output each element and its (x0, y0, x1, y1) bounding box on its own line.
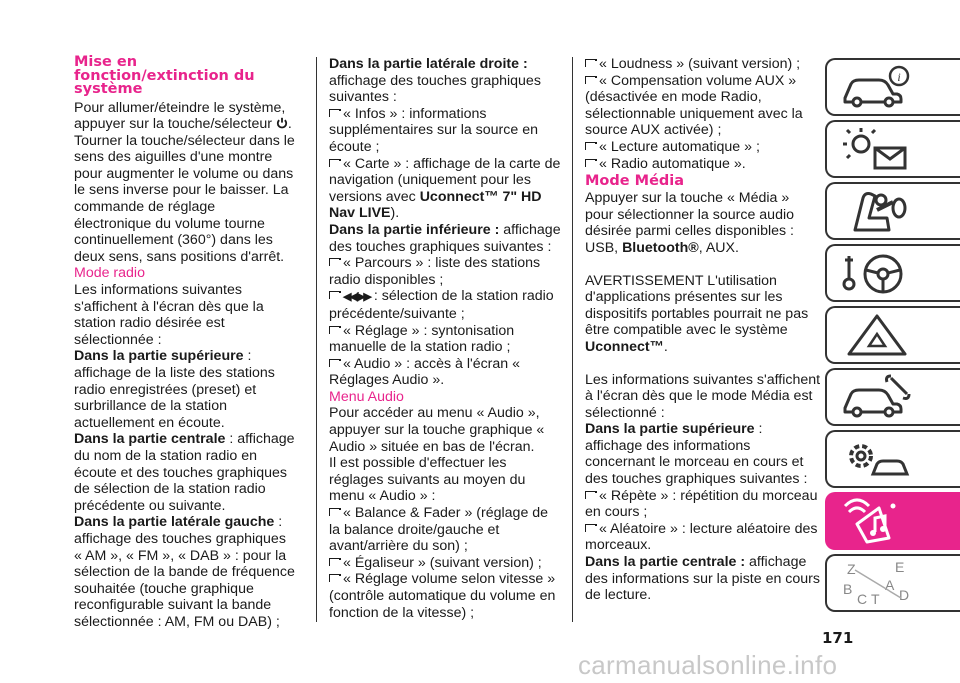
warning-triangle-icon (841, 312, 913, 358)
list-item: « Radio automatique ». (585, 156, 821, 173)
list-item: « Égaliseur » (suivant version) ; (329, 555, 561, 572)
seat-airbag-icon (841, 188, 913, 234)
seek-icons: ◀◀/▶▶ (343, 291, 370, 304)
bullet-icon (585, 524, 595, 532)
index-letter: D (899, 587, 910, 603)
list-item: « Loudness » (suivant version) ; (585, 56, 821, 73)
paragraph-volume: Tourner la touche/sélecteur dans le sens des aiguilles d'une montre pour augmenter le volume ou dans le sens inverse pour le baisser. La commande de réglage électronique du volume tourne continuellement (360°) dans les deux sens, sans positions d'arrêt. (74, 132, 295, 265)
tab-driving[interactable] (825, 244, 960, 302)
power-icon (276, 117, 288, 129)
bullet-icon (585, 159, 595, 167)
spacer (585, 257, 821, 273)
index-letter: T (871, 591, 880, 606)
bullet-icon (585, 59, 595, 67)
list-item: « Audio » : accès à l'écran « Réglages Audio ». (329, 355, 521, 389)
bullet-icon (329, 159, 339, 167)
bullet-icon (329, 508, 339, 516)
bullet-icon (329, 359, 339, 367)
subsection-title-menu-audio: Menu Audio (329, 388, 404, 405)
paragraph-radio-center: Dans la partie centrale : affichage du nom de la station radio en écoute et des touches graphiques de sélection de la station radio précédente ou suivante. (74, 431, 295, 514)
car-info-icon (841, 64, 913, 110)
section-title-power: Mise en fonction/extinction du système (74, 54, 255, 97)
tab-multimedia[interactable] (825, 492, 960, 550)
paragraph-media-center: Dans la partie centrale : affichage des informations sur la piste en cours de lecture. (585, 554, 820, 604)
spacer (585, 356, 821, 372)
list-item: « Carte » : affichage de la carte de navigation (uniquement pour les versions avec Uconnect™ 7" HD Nav LIVE). (329, 155, 561, 222)
list-item: « Parcours » : liste des stations radio disponibles ; (329, 255, 541, 288)
paragraph-media-source: Appuyer sur la touche « Média » pour sélectionner la source audio désirée parmi celles disponibles : USB, Bluetooth®, AUX. (585, 190, 795, 256)
bullet-icon (329, 326, 339, 334)
bullet-icon (585, 76, 595, 84)
list-item: « Réglage » : syntonisation manuelle de la station radio ; (329, 322, 515, 356)
bullet-icon (329, 109, 339, 117)
bullet-icon (329, 258, 339, 266)
tab-technical-data[interactable] (825, 430, 960, 488)
gear-car-icon (841, 436, 913, 482)
lights-envelope-icon (841, 126, 913, 172)
multimedia-icon (841, 498, 913, 544)
list-item: « Infos » : informations supplémentaires sur la source en écoute ; (329, 105, 538, 155)
bullet-icon (585, 142, 595, 150)
list-item: ◀◀/▶▶ : sélection de la station radio précédente/suivante ; (329, 288, 554, 322)
tab-vehicle-info[interactable] (825, 58, 960, 116)
paragraph-media-top: Dans la partie supérieure : affichage des informations concernant le morceau en cours et des touches graphiques suivantes : (585, 421, 808, 488)
paragraph-radio-right: Dans la partie latérale droite : affichage des touches graphiques suivantes : (329, 56, 541, 106)
bullet-icon (329, 574, 339, 582)
column-3 (585, 56, 821, 604)
paragraph-menu-access: Pour accéder au menu « Audio », appuyer sur la touche graphique « Audio » située en bas de l'écran. (329, 405, 545, 455)
paragraph-menu-settings: Il est possible d'effectuer les réglages suivants au moyen du menu « Audio » : (329, 455, 526, 505)
bullet-icon (585, 491, 595, 499)
paragraph-power: Pour allumer/éteindre le système, appuyer sur la touche/sélecteur . (74, 99, 292, 133)
steering-wheel-icon (841, 250, 913, 296)
tab-lights-warnings[interactable] (825, 120, 960, 178)
column-1 (74, 56, 296, 631)
list-item: « Compensation volume AUX » (désactivée en mode Radio, sélectionnable uniquement avec la source AUX activée) ; (585, 72, 803, 139)
paragraph-radio-left: Dans la partie latérale gauche : affichage des touches graphiques « AM », « FM », « DAB » : pour la sélection de la bande de fréquence souhaitée (touche graphique reconfigurable suivant la bande sélectionnée : AM, FM ou DAB) ; (74, 514, 295, 630)
paragraph-radio-info: Les informations suivantes s'affichent à l'écran dès que la station radio désirée est sélectionnée : (74, 282, 264, 348)
list-item: « Lecture automatique » ; (585, 139, 821, 156)
paragraph-radio-bottom: Dans la partie inférieure : affichage des touches graphiques suivantes : (329, 221, 561, 255)
car-wrench-icon (841, 374, 913, 420)
subsection-title-radio: Mode radio (74, 265, 145, 282)
list-item: « Répète » : répétition du morceau en cours ; (585, 487, 818, 521)
tab-emergency[interactable] (825, 306, 960, 364)
paragraph-warning: AVERTISSEMENT L'utilisation d'applications présentes sur les dispositifs portables pourrait ne pas être compatible avec le système Uconnect™. (585, 272, 809, 355)
list-item: « Réglage volume selon vitesse » (contrôle automatique du volume en fonction de la vitesse) ; (329, 571, 556, 621)
index-letter: B (843, 581, 853, 597)
tab-index[interactable] (825, 554, 960, 612)
index-letter: Z (847, 561, 856, 577)
watermark: carmanualsonline.info (578, 650, 838, 680)
index-letter: C (857, 591, 868, 606)
bullet-icon (329, 291, 339, 299)
bullet-icon (329, 558, 339, 566)
tab-maintenance[interactable] (825, 368, 960, 426)
column-divider (316, 57, 317, 622)
paragraph-media-info: Les informations suivantes s'affichent à l'écran dès que le mode Média est sélectionné : (585, 371, 821, 421)
list-item: « Balance & Fader » (réglage de la balance droite/gauche et avant/arrière du son) ; (329, 505, 549, 555)
page-number: 171 (822, 629, 854, 647)
list-item: « Aléatoire » : lecture aléatoire des morceaux. (585, 520, 818, 554)
alphabet-index-icon (841, 560, 913, 606)
index-letter: E (895, 560, 905, 575)
section-title-media: Mode Média (585, 173, 685, 190)
svg-text:i: i (897, 70, 901, 84)
column-divider (572, 57, 573, 622)
column-2 (329, 56, 561, 621)
index-letter: A (885, 577, 895, 593)
paragraph-radio-top: Dans la partie supérieure : affichage de la liste des stations radio enregistrées (preset) et surbrillance de la station actuellement en écoute. (74, 348, 275, 431)
tab-safety[interactable] (825, 182, 960, 240)
